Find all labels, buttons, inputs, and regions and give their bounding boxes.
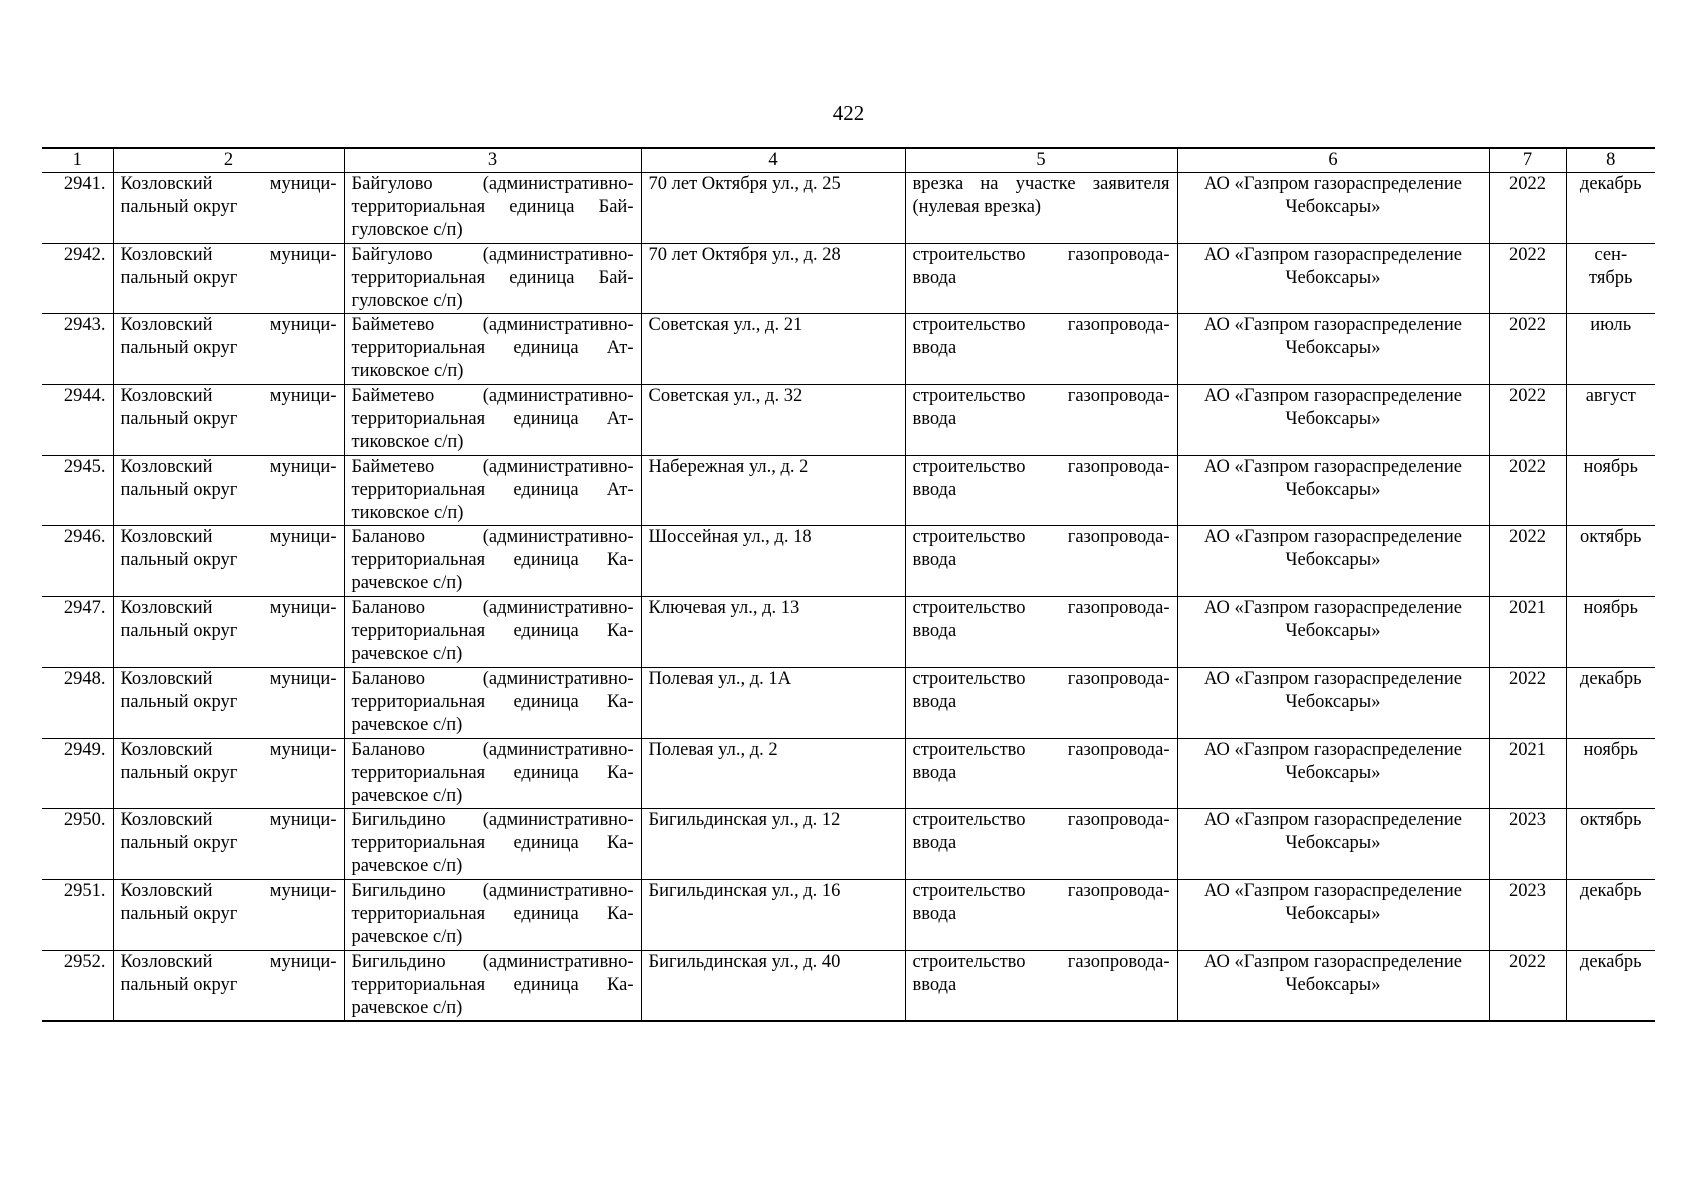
address-cell: Бигильдинская ул., д. 40 — [641, 950, 905, 1021]
month-cell: октябрь — [1566, 526, 1655, 597]
month-cell: июль — [1566, 314, 1655, 385]
table-row — [42, 597, 1655, 668]
table-body — [42, 173, 1655, 1021]
table-row — [42, 243, 1655, 314]
year-cell: 2023 — [1489, 879, 1566, 950]
table-row — [42, 879, 1655, 950]
district-cell: Козловский муници-пальный округ — [113, 667, 344, 738]
page-number: 422 — [832, 101, 865, 125]
work-type-cell: строительство газопровода-ввода — [905, 667, 1177, 738]
work-type-cell: строительство газопровода-ввода — [905, 314, 1177, 385]
settlement-cell: Байметево (административно-территориальная единица Ат-тиковское с/п) — [344, 314, 641, 385]
district-cell: Козловский муници-пальный округ — [113, 879, 344, 950]
month-cell: август — [1566, 385, 1655, 456]
year-cell: 2022 — [1489, 173, 1566, 244]
district-cell: Козловский муници-пальный округ — [113, 738, 344, 809]
year-cell: 2022 — [1489, 526, 1566, 597]
organization-cell: АО «Газпром газораспределение Чебоксары» — [1177, 173, 1489, 244]
table-row — [42, 667, 1655, 738]
column-number-row — [42, 148, 1655, 173]
settlement-cell: Баланово (административно-территориальная единица Ка-рачевское с/п) — [344, 667, 641, 738]
organization-cell: АО «Газпром газораспределение Чебоксары» — [1177, 667, 1489, 738]
settlement-cell: Бигильдино (административно-территориальная единица Ка-рачевское с/п) — [344, 809, 641, 880]
work-type-cell: строительство газопровода-ввода — [905, 950, 1177, 1021]
district-cell: Козловский муници-пальный округ — [113, 314, 344, 385]
row-number: 2947. — [42, 597, 113, 668]
table-row — [42, 455, 1655, 526]
table-row — [42, 173, 1655, 244]
settlement-cell: Баланово (административно-территориальная единица Ка-рачевское с/п) — [344, 738, 641, 809]
district-cell: Козловский муници-пальный округ — [113, 385, 344, 456]
year-cell: 2022 — [1489, 314, 1566, 385]
district-cell: Козловский муници-пальный округ — [113, 950, 344, 1021]
organization-cell: АО «Газпром газораспределение Чебоксары» — [1177, 879, 1489, 950]
settlement-cell: Баланово (административно-территориальная единица Ка-рачевское с/п) — [344, 597, 641, 668]
work-type-cell: строительство газопровода-ввода — [905, 597, 1177, 668]
year-cell: 2021 — [1489, 738, 1566, 809]
work-type-cell: строительство газопровода-ввода — [905, 738, 1177, 809]
row-number: 2945. — [42, 455, 113, 526]
year-cell: 2022 — [1489, 455, 1566, 526]
row-number: 2952. — [42, 950, 113, 1021]
year-cell: 2022 — [1489, 243, 1566, 314]
address-cell: Полевая ул., д. 2 — [641, 738, 905, 809]
address-cell: Полевая ул., д. 1А — [641, 667, 905, 738]
work-type-cell: строительство газопровода-ввода — [905, 455, 1177, 526]
column-header: 8 — [1566, 148, 1655, 173]
work-type-cell: строительство газопровода-ввода — [905, 243, 1177, 314]
address-cell: Советская ул., д. 21 — [641, 314, 905, 385]
organization-cell: АО «Газпром газораспределение Чебоксары» — [1177, 950, 1489, 1021]
organization-cell: АО «Газпром газораспределение Чебоксары» — [1177, 809, 1489, 880]
row-number: 2943. — [42, 314, 113, 385]
month-cell: ноябрь — [1566, 597, 1655, 668]
work-type-cell: строительство газопровода-ввода — [905, 526, 1177, 597]
district-cell: Козловский муници-пальный округ — [113, 173, 344, 244]
year-cell: 2021 — [1489, 597, 1566, 668]
row-number: 2950. — [42, 809, 113, 880]
settlement-cell: Байгулово (административно-территориальная единица Бай-гуловское с/п) — [344, 173, 641, 244]
row-number: 2941. — [42, 173, 113, 244]
column-header: 7 — [1489, 148, 1566, 173]
district-cell: Козловский муници-пальный округ — [113, 597, 344, 668]
organization-cell: АО «Газпром газораспределение Чебоксары» — [1177, 314, 1489, 385]
district-cell: Козловский муници-пальный округ — [113, 809, 344, 880]
month-cell: декабрь — [1566, 667, 1655, 738]
month-cell: ноябрь — [1566, 455, 1655, 526]
year-cell: 2022 — [1489, 385, 1566, 456]
address-cell: Советская ул., д. 32 — [641, 385, 905, 456]
row-number: 2946. — [42, 526, 113, 597]
column-header: 6 — [1177, 148, 1489, 173]
settlement-cell: Баланово (административно-территориальная единица Ка-рачевское с/п) — [344, 526, 641, 597]
row-number: 2951. — [42, 879, 113, 950]
organization-cell: АО «Газпром газораспределение Чебоксары» — [1177, 385, 1489, 456]
month-cell: декабрь — [1566, 879, 1655, 950]
row-number: 2949. — [42, 738, 113, 809]
year-cell: 2022 — [1489, 667, 1566, 738]
table-row — [42, 950, 1655, 1021]
address-cell: Набережная ул., д. 2 — [641, 455, 905, 526]
address-cell: Шоссейная ул., д. 18 — [641, 526, 905, 597]
address-cell: 70 лет Октября ул., д. 25 — [641, 173, 905, 244]
work-type-cell: врезка на участке заявителя (нулевая врезка) — [905, 173, 1177, 244]
table-row — [42, 738, 1655, 809]
settlement-cell: Байметево (административно-территориальная единица Ат-тиковское с/п) — [344, 455, 641, 526]
column-header: 1 — [42, 148, 113, 173]
column-header: 3 — [344, 148, 641, 173]
organization-cell: АО «Газпром газораспределение Чебоксары» — [1177, 526, 1489, 597]
address-cell: Бигильдинская ул., д. 12 — [641, 809, 905, 880]
year-cell: 2023 — [1489, 809, 1566, 880]
work-type-cell: строительство газопровода-ввода — [905, 809, 1177, 880]
settlement-cell: Бигильдино (административно-территориальная единица Ка-рачевское с/п) — [344, 879, 641, 950]
district-cell: Козловский муници-пальный округ — [113, 455, 344, 526]
organization-cell: АО «Газпром газораспределение Чебоксары» — [1177, 597, 1489, 668]
month-cell: октябрь — [1566, 809, 1655, 880]
column-header: 2 — [113, 148, 344, 173]
district-cell: Козловский муници-пальный округ — [113, 243, 344, 314]
row-number: 2942. — [42, 243, 113, 314]
column-header: 5 — [905, 148, 1177, 173]
year-cell: 2022 — [1489, 950, 1566, 1021]
month-cell: ноябрь — [1566, 738, 1655, 809]
work-type-cell: строительство газопровода-ввода — [905, 879, 1177, 950]
organization-cell: АО «Газпром газораспределение Чебоксары» — [1177, 738, 1489, 809]
month-cell: сен-тябрь — [1566, 243, 1655, 314]
row-number: 2944. — [42, 385, 113, 456]
address-cell: Бигильдинская ул., д. 16 — [641, 879, 905, 950]
organization-cell: АО «Газпром газораспределение Чебоксары» — [1177, 455, 1489, 526]
district-cell: Козловский муници-пальный округ — [113, 526, 344, 597]
column-header: 4 — [641, 148, 905, 173]
settlement-cell: Бигильдино (административно-территориальная единица Ка-рачевское с/п) — [344, 950, 641, 1021]
address-cell: 70 лет Октября ул., д. 28 — [641, 243, 905, 314]
organization-cell: АО «Газпром газораспределение Чебоксары» — [1177, 243, 1489, 314]
table-row — [42, 526, 1655, 597]
table-row — [42, 809, 1655, 880]
settlement-cell: Байгулово (административно-территориальная единица Бай-гуловское с/п) — [344, 243, 641, 314]
table-row — [42, 385, 1655, 456]
month-cell: декабрь — [1566, 950, 1655, 1021]
row-number: 2948. — [42, 667, 113, 738]
gas-connection-table — [42, 147, 1655, 1022]
table-row — [42, 314, 1655, 385]
work-type-cell: строительство газопровода-ввода — [905, 385, 1177, 456]
address-cell: Ключевая ул., д. 13 — [641, 597, 905, 668]
month-cell: декабрь — [1566, 173, 1655, 244]
settlement-cell: Байметево (административно-территориальная единица Ат-тиковское с/п) — [344, 385, 641, 456]
